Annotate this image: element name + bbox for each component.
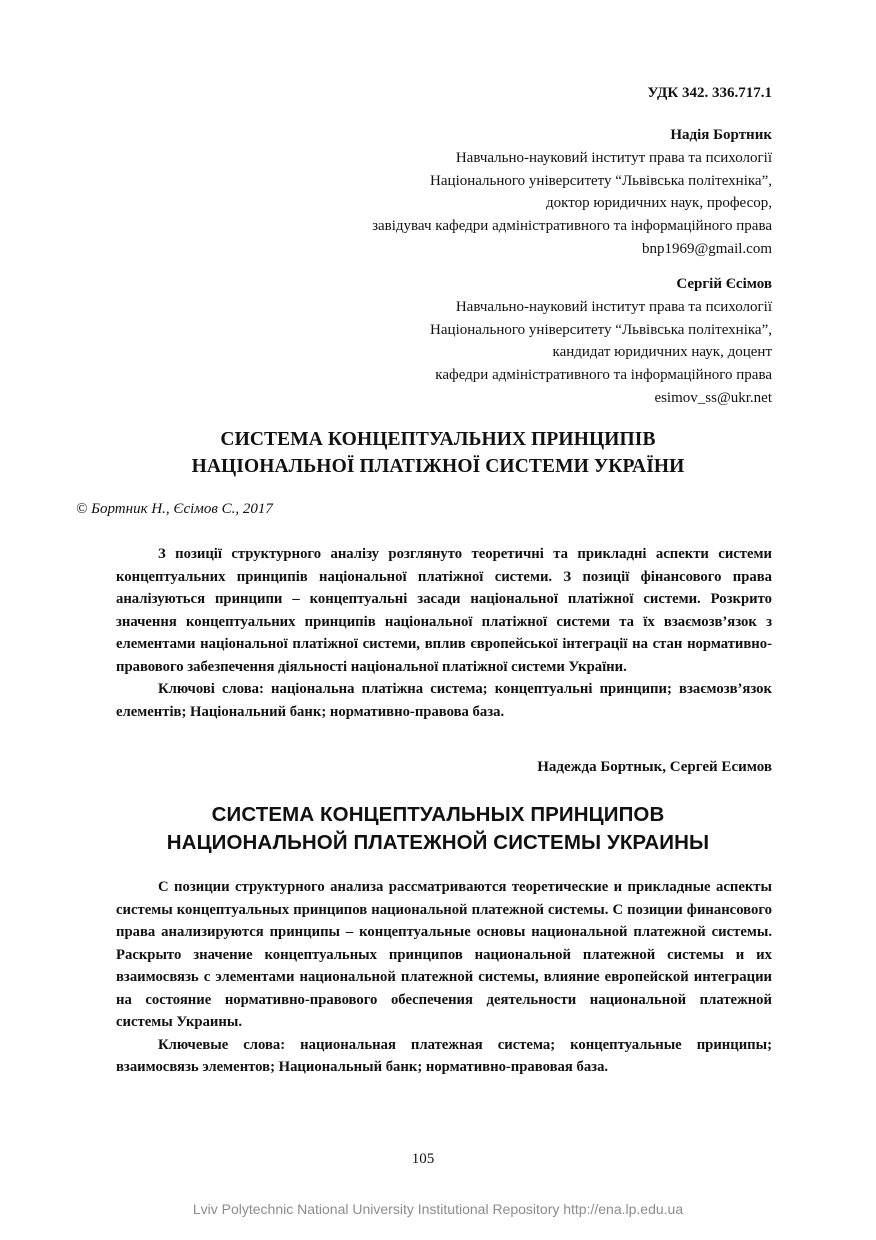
author-affiliation-line: Навчально-науковий інститут права та психології [455,298,772,315]
udk-code: УДК 342. 336.717.1 [647,85,772,101]
title-russian [0,801,876,857]
title-line: СИСТЕМА КОНЦЕПТУАЛЬНЫХ ПРИНЦИПОВ [211,803,665,826]
abstract-russian [116,876,772,1079]
title-ukrainian [0,426,876,480]
keywords: Ключевые слова: национальная платежная система; концептуальные принципы; взаимосвязь элементов; Национальный банк; нормативно-правовая база. [116,1036,772,1075]
author-affiliation-line: Навчально-науковий інститут права та психології [455,149,772,166]
author-name: Надія Бортник [670,127,772,143]
author-position-line: кафедри адміністративного та інформаційного права [435,367,772,384]
author-block-2 [430,273,772,410]
author-block-1 [372,124,772,261]
abstract-text: З позиції структурного аналізу розглянуто теоретичні та прикладні аспекти системи концептуальних принципів національної платіжної системи. З позиції фінансового права аналізуються принципи – концептуальні засади національної платіжної системи. Розкрито значення концептуальних принципів національної платіжної системи та їх взаємозв’язок з елементами національної платіжної системи, вплив європейської інтеграції на стан нормативно-правового забезпечення діяльності національної платіжної системи України. [116,546,772,675]
author-affiliation-line: Національного університету “Львівська політехніка”, [430,321,772,338]
author-position-line: завідувач кафедри адміністративного та інформаційного права [372,218,772,235]
author-degree-line: кандидат юридичних наук, доцент [552,344,772,361]
repository-footer: Lviv Polytechnic National University Institutional Repository http://ena.lp.edu.ua [192,1201,684,1217]
title-line: НАЦИОНАЛЬНОЙ ПЛАТЕЖНОЙ СИСТЕМЫ УКРАИНЫ [166,831,710,854]
author-name: Сергій Єсімов [676,276,772,292]
title-line: НАЦІОНАЛЬНОЇ ПЛАТІЖНОЇ СИСТЕМИ УКРАЇНИ [191,456,685,477]
page-number: 105 [411,1151,435,1167]
title-line: СИСТЕМА КОНЦЕПТУАЛЬНИХ ПРИНЦИПІВ [220,429,656,450]
russian-authors: Надежда Бортнык, Сергей Есимов [537,759,772,775]
author-affiliation-line: Національного університету “Львівська політехніка”, [430,172,772,189]
author-email[interactable]: esimov_ss@ukr.net [654,389,772,406]
keywords: Ключові слова: національна платіжна система; концептуальні принципи; взаємозв’язок елементів; Національний банк; нормативно-правова база. [116,681,772,720]
copyright-notice: © Бортник Н., Єсімов С., 2017 [76,501,273,517]
author-degree-line: доктор юридичних наук, професор, [546,195,772,212]
abstract-text: С позиции структурного анализа рассматриваются теоретические и прикладные аспекты системы концептуальных принципов национальной платежной системы. С позиции финансового права анализируются принципы – концептуальные основы национальной платежной системы. Раскрыто значение концептуальных принципов национальной платежной системы и их взаимосвязь с элементами национальной платежной системы, влияние европейской интеграции на состояние нормативно-правового обеспечения деятельности национальной платежной системы Украины. [116,879,772,1030]
author-email[interactable]: bnp1969@gmail.com [641,240,772,257]
abstract-ukrainian [116,543,772,723]
